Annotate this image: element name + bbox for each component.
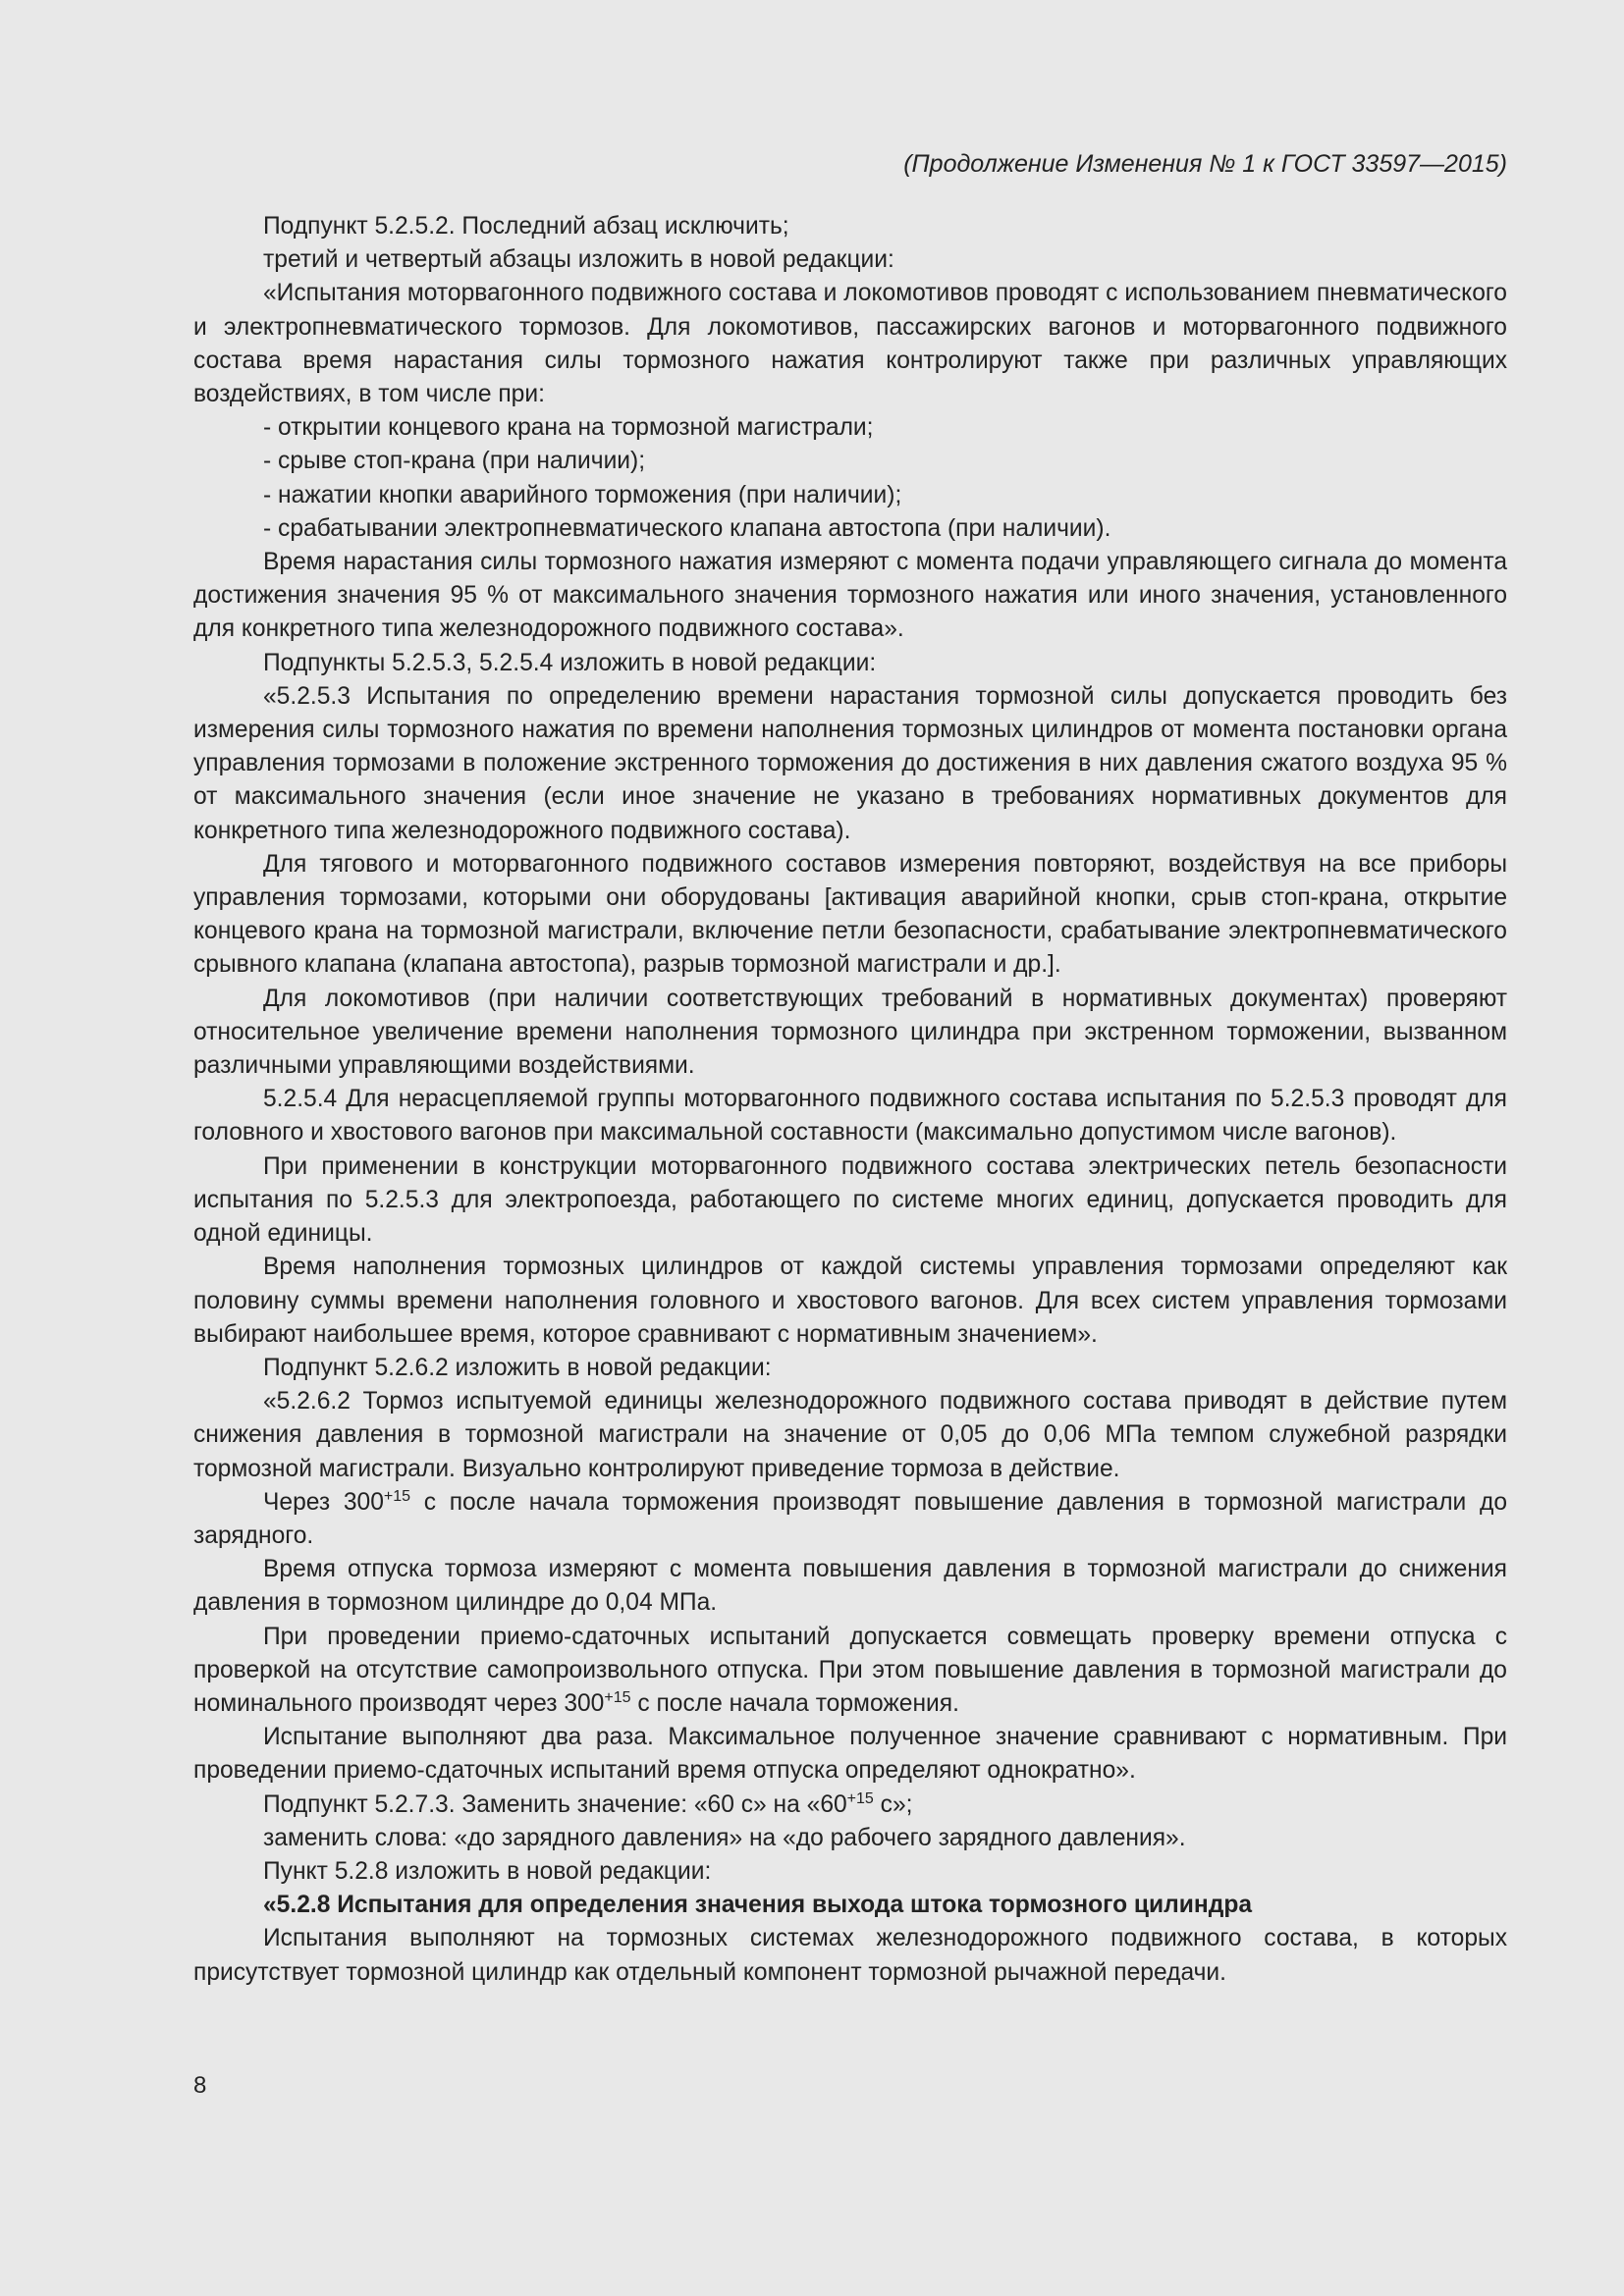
paragraph: [193, 1621, 1507, 1722]
text-run: Через 300: [263, 1488, 384, 1516]
document-body: [193, 210, 1507, 1990]
paragraph: [193, 1789, 1507, 1822]
text-run: с»;: [873, 1790, 913, 1818]
paragraph: «5.2.6.2 Тормоз испытуемой единицы железнодорожного подвижного состава приводят в действие путем снижения давления в тормозной магистрали на значение от 0,05 до 0,06 МПа темпом служебной разрядки тормозной магистрали. Визуально контролируют приведение тормоза в действие.: [193, 1388, 1507, 1482]
paragraph: 5.2.5.4 Для нерасцепляемой группы моторвагонного подвижного состава испытания по 5.2.5.3 проводят для головного и хвостового вагонов при максимальной составности (максимально допустимом числе вагонов).: [193, 1086, 1507, 1147]
running-header: (Продолжение Изменения № 1 к ГОСТ 33597—2015): [903, 150, 1507, 178]
list-item: - срыве стоп-крана (при наличии);: [263, 448, 646, 475]
paragraph: Время отпуска тормоза измеряют с момента повышения давления в тормозной магистрали до снижения давления в тормозном цилиндре до 0,04 МПа.: [193, 1556, 1507, 1617]
paragraph: Пункт 5.2.8 изложить в новой редакции:: [263, 1857, 712, 1885]
text-run: с после начала торможения производят повышение давления в тормозной магистрали до зарядного.: [193, 1488, 1507, 1549]
superscript: +15: [383, 1487, 411, 1505]
paragraph: «5.2.5.3 Испытания по определению времени нарастания тормозной силы допускается проводить без измерения силы тормозного нажатия по времени наполнения тормозных цилиндров от момента постановки органа управления тормозами в положение экстренного торможения до достижения в них давления сжатого воздуха 95 % от максимального значения (если иное значение не указано в требованиях нормативных документов для конкретного типа железнодорожного подвижного состава).: [193, 682, 1507, 844]
paragraph: Испытания выполняют на тормозных системах железнодорожного подвижного состава, в которых присутствует тормозной цилиндр как отдельный компонент тормозной рычажной передачи.: [193, 1925, 1507, 1986]
paragraph: Подпункт 5.2.5.2. Последний абзац исключить;: [263, 213, 789, 240]
list-item: - нажатии кнопки аварийного торможения (при наличии);: [263, 481, 902, 508]
paragraph: Время наполнения тормозных цилиндров от каждой системы управления тормозами определяют как половину суммы времени наполнения головного и хвостового вагонов. Для всех систем управления тормозами выбирают наибольшее время, которое сравнивают с нормативным значением».: [193, 1254, 1507, 1348]
paragraph: Для тягового и моторвагонного подвижного составов измерения повторяют, воздействуя на все приборы управления тормозами, которыми они оборудованы [активация аварийной кнопки, срыв стоп-крана, открытие концевого крана на тормозной магистрали, включение петли безопасности, срабатывание электропневматического срывного клапана (клапана автостопа), разрыв тормозной магистрали и др.].: [193, 850, 1507, 979]
text-run: с после начала торможения.: [630, 1689, 959, 1717]
text-run: При проведении приемо-сдаточных испытаний допускается совмещать проверку времени отпуска с проверкой на отсутствие самопроизвольного отпуска. При этом повышение давления в тормозной магистрали до номинального производят через 300: [193, 1623, 1507, 1717]
paragraph: [193, 1486, 1507, 1553]
paragraph: третий и четвертый абзацы изложить в новой редакции:: [263, 246, 894, 274]
page-number: 8: [193, 2072, 207, 2099]
list-item: - срабатывании электропневматического клапана автостопа (при наличии).: [263, 514, 1111, 542]
paragraph: «Испытания моторвагонного подвижного состава и локомотивов проводят с использованием пневматического и электропневматического тормозов. Для локомотивов, пассажирских вагонов и моторвагонного подвижного состава время нарастания силы тормозного нажатия контролируют также при различных управляющих воздействиях, в том числе при:: [193, 280, 1507, 408]
paragraph: Время нарастания силы тормозного нажатия измеряют с момента подачи управляющего сигнала до момента достижения значения 95 % от максимального значения тормозного нажатия или иного значения, установленного для конкретного типа железнодорожного подвижного состава».: [193, 549, 1507, 643]
superscript: +15: [604, 1688, 631, 1706]
paragraph: Подпункты 5.2.5.3, 5.2.5.4 изложить в новой редакции:: [263, 649, 877, 676]
paragraph: Испытание выполняют два раза. Максимальное полученное значение сравнивают с нормативным. При проведении приемо-сдаточных испытаний время отпуска определяют однократно».: [193, 1724, 1507, 1785]
text-run: Подпункт 5.2.7.3. Заменить значение: «60 с» на «60: [263, 1790, 847, 1818]
list-item: - открытии концевого крана на тормозной магистрали;: [263, 414, 874, 442]
paragraph: Подпункт 5.2.6.2 изложить в новой редакции:: [263, 1354, 772, 1381]
section-heading: «5.2.8 Испытания для определения значения выхода штока тормозного цилиндра: [263, 1892, 1253, 1919]
superscript: +15: [846, 1789, 874, 1807]
paragraph: При применении в конструкции моторвагонного подвижного состава электрических петель безопасности испытания по 5.2.5.3 для электропоезда, работающего по системе многих единиц, допускается проводить для одной единицы.: [193, 1152, 1507, 1248]
paragraph: заменить слова: «до зарядного давления» на «до рабочего зарядного давления».: [263, 1824, 1186, 1851]
paragraph: Для локомотивов (при наличии соответствующих требований в нормативных документах) проверяют относительное увеличение времени наполнения тормозного цилиндра при экстренном торможении, вызванном различными управляющими воздействиями.: [193, 985, 1507, 1080]
